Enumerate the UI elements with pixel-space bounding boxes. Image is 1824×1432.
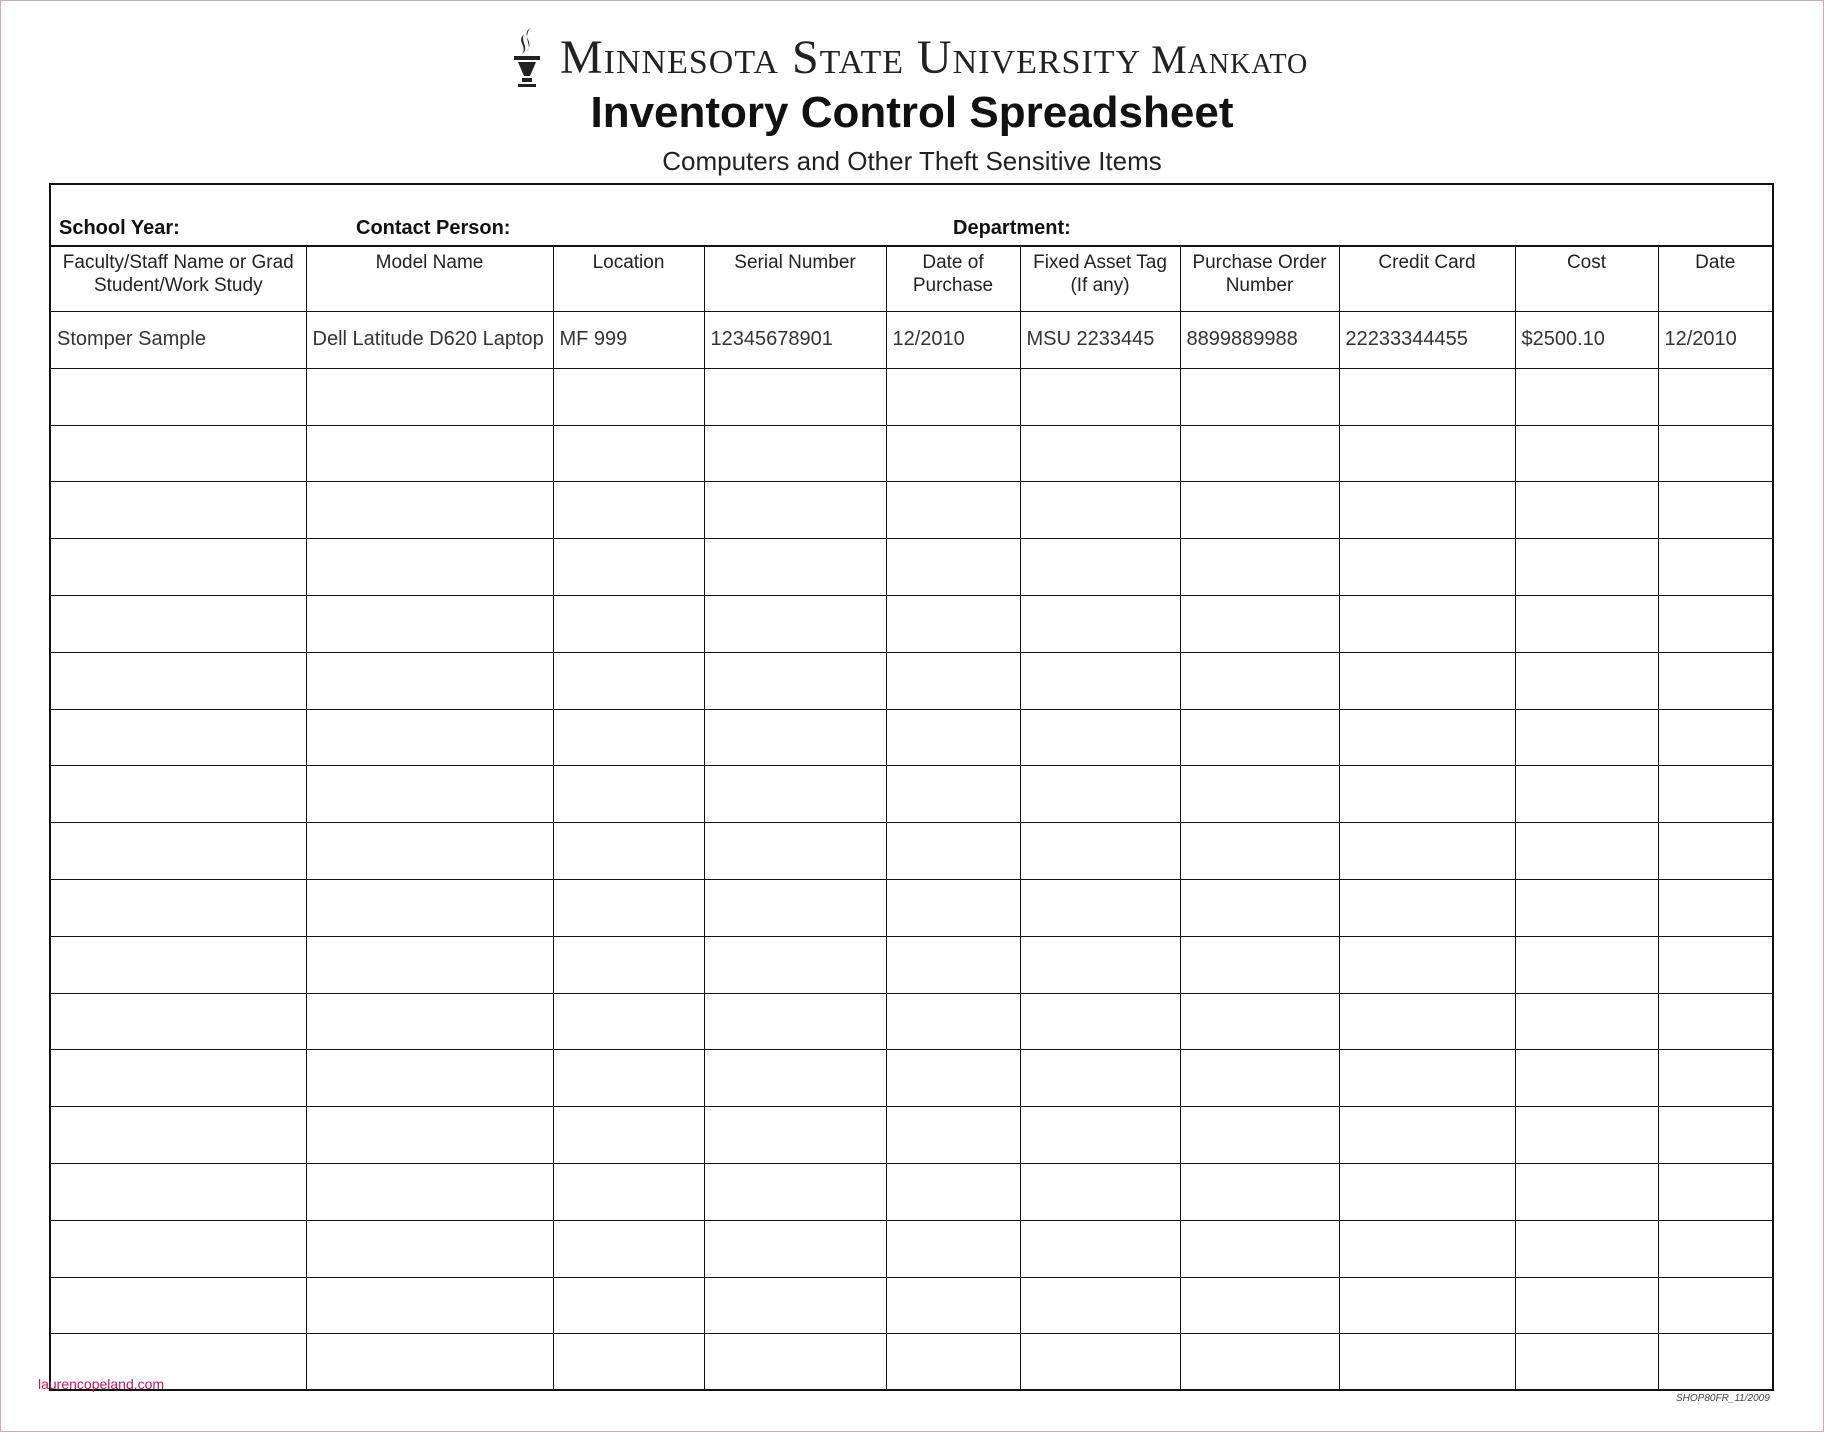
meta-row <box>51 185 1772 247</box>
inventory-sheet <box>49 183 1774 1391</box>
table-cell[interactable] <box>553 879 704 936</box>
table-cell[interactable] <box>553 539 704 596</box>
table-cell[interactable] <box>1339 766 1515 823</box>
table-cell[interactable] <box>1339 1050 1515 1107</box>
table-cell[interactable] <box>1339 1334 1515 1391</box>
table-cell[interactable] <box>553 1334 704 1391</box>
university-logo <box>510 26 1308 88</box>
table-cell[interactable] <box>1180 1163 1339 1220</box>
table-cell[interactable] <box>306 1334 553 1391</box>
table-cell[interactable] <box>306 993 553 1050</box>
table-cell[interactable] <box>1180 425 1339 482</box>
table-cell[interactable] <box>886 936 1020 993</box>
table-row <box>51 1163 1772 1220</box>
table-cell[interactable] <box>1339 539 1515 596</box>
table-cell[interactable] <box>1339 425 1515 482</box>
table-cell[interactable] <box>306 1220 553 1277</box>
table-cell[interactable] <box>1658 1163 1772 1220</box>
table-cell[interactable] <box>553 595 704 652</box>
table-cell[interactable] <box>704 1107 886 1164</box>
table-cell[interactable] <box>704 1220 886 1277</box>
table-cell[interactable]: Stomper Sample <box>51 312 306 369</box>
table-cell[interactable] <box>1515 766 1658 823</box>
table-cell[interactable] <box>1515 1277 1658 1334</box>
contact-person-label: Contact Person: <box>356 217 511 239</box>
table-cell[interactable] <box>1515 1050 1658 1107</box>
table-cell[interactable] <box>704 482 886 539</box>
table-cell[interactable] <box>1339 709 1515 766</box>
table-cell[interactable] <box>1515 539 1658 596</box>
table-cell[interactable] <box>1658 1334 1772 1391</box>
table-cell[interactable] <box>704 425 886 482</box>
table-cell[interactable] <box>1180 936 1339 993</box>
table-cell[interactable] <box>1180 709 1339 766</box>
table-cell[interactable] <box>886 652 1020 709</box>
column-header: Location <box>553 247 704 312</box>
table-cell[interactable] <box>704 1163 886 1220</box>
university-name: Minnesota State University Mankato <box>560 30 1309 84</box>
table-row <box>51 425 1772 482</box>
table-cell[interactable] <box>886 1334 1020 1391</box>
table-cell[interactable] <box>1020 936 1180 993</box>
column-header: Credit Card <box>1339 247 1515 312</box>
table-cell[interactable] <box>886 425 1020 482</box>
table-cell[interactable] <box>51 1107 306 1164</box>
table-cell[interactable] <box>1658 823 1772 880</box>
table-cell[interactable]: 22233344455 <box>1339 312 1515 369</box>
table-cell[interactable] <box>886 766 1020 823</box>
table-cell[interactable] <box>886 1163 1020 1220</box>
table-cell[interactable] <box>553 1163 704 1220</box>
table-cell[interactable] <box>704 1277 886 1334</box>
table-cell[interactable]: 12/2010 <box>886 312 1020 369</box>
table-cell[interactable] <box>886 1277 1020 1334</box>
table-cell[interactable] <box>306 1050 553 1107</box>
table-row <box>51 766 1772 823</box>
table-cell[interactable] <box>306 1163 553 1220</box>
table-cell[interactable] <box>306 823 553 880</box>
page-subtitle: Computers and Other Theft Sensitive Items <box>662 146 1162 176</box>
table-cell[interactable] <box>1658 368 1772 425</box>
table-cell[interactable] <box>306 482 553 539</box>
table-cell[interactable] <box>1658 766 1772 823</box>
column-header: Date <box>1658 247 1772 312</box>
column-header: Date of Purchase <box>886 247 1020 312</box>
table-cell[interactable] <box>1180 879 1339 936</box>
table-cell[interactable] <box>51 709 306 766</box>
table-cell[interactable] <box>51 425 306 482</box>
table-cell[interactable] <box>1658 425 1772 482</box>
table-cell[interactable] <box>1339 1107 1515 1164</box>
torch-icon <box>510 26 544 88</box>
page-title: Inventory Control Spreadsheet <box>590 88 1234 137</box>
table-cell[interactable] <box>1515 425 1658 482</box>
table-cell[interactable] <box>1180 368 1339 425</box>
university-campus: Mankato <box>1151 36 1309 82</box>
department-label: Department: <box>953 217 1071 239</box>
table-cell[interactable] <box>553 823 704 880</box>
table-cell[interactable]: 12/2010 <box>1658 312 1772 369</box>
table-cell[interactable] <box>1020 709 1180 766</box>
table-cell[interactable]: MSU 2233445 <box>1020 312 1180 369</box>
table-row <box>51 652 1772 709</box>
table-cell[interactable] <box>51 1277 306 1334</box>
table-cell[interactable] <box>1020 368 1180 425</box>
table-row <box>51 1277 1772 1334</box>
table-cell[interactable]: MF 999 <box>553 312 704 369</box>
table-cell[interactable] <box>704 993 886 1050</box>
table-cell[interactable] <box>1339 1163 1515 1220</box>
table-cell[interactable] <box>1339 879 1515 936</box>
table-cell[interactable] <box>1339 1277 1515 1334</box>
table-cell[interactable] <box>51 766 306 823</box>
table-header-row <box>51 247 1772 312</box>
table-cell[interactable] <box>1020 823 1180 880</box>
table-cell[interactable]: Dell Latitude D620 Laptop <box>306 312 553 369</box>
table-body <box>51 312 1772 1391</box>
table-cell[interactable] <box>886 993 1020 1050</box>
table-row <box>51 539 1772 596</box>
table-cell[interactable] <box>1515 482 1658 539</box>
table-cell[interactable] <box>704 1334 886 1391</box>
table-cell[interactable] <box>553 709 704 766</box>
table-cell[interactable] <box>1515 936 1658 993</box>
table-cell[interactable] <box>886 368 1020 425</box>
table-cell[interactable] <box>553 1220 704 1277</box>
table-cell[interactable] <box>51 652 306 709</box>
table-cell[interactable] <box>1180 539 1339 596</box>
table-cell[interactable] <box>1180 1277 1339 1334</box>
table-cell[interactable] <box>704 539 886 596</box>
table-cell[interactable] <box>1658 1277 1772 1334</box>
table-row <box>51 482 1772 539</box>
table-row <box>51 823 1772 880</box>
table-cell[interactable] <box>1020 1163 1180 1220</box>
table-cell[interactable] <box>704 766 886 823</box>
table-cell[interactable] <box>51 1050 306 1107</box>
table-cell[interactable] <box>1020 1220 1180 1277</box>
table-cell[interactable] <box>306 1277 553 1334</box>
table-cell[interactable] <box>1515 368 1658 425</box>
table-cell[interactable] <box>1658 482 1772 539</box>
table-cell[interactable] <box>51 1220 306 1277</box>
table-cell[interactable] <box>1658 993 1772 1050</box>
table-cell[interactable] <box>704 936 886 993</box>
table-row <box>51 1050 1772 1107</box>
table-cell[interactable] <box>886 879 1020 936</box>
table-cell[interactable] <box>553 936 704 993</box>
table-cell[interactable] <box>1180 652 1339 709</box>
table-cell[interactable] <box>306 709 553 766</box>
table-cell[interactable] <box>1658 652 1772 709</box>
table-cell[interactable] <box>1180 766 1339 823</box>
table-cell[interactable] <box>51 936 306 993</box>
form-code: SHOP80FR_11/2009 <box>1676 1393 1770 1404</box>
table-row <box>51 1220 1772 1277</box>
table-cell[interactable] <box>1020 993 1180 1050</box>
column-header: Fixed Asset Tag (If any) <box>1020 247 1180 312</box>
table-cell[interactable] <box>306 539 553 596</box>
table-cell[interactable] <box>51 1163 306 1220</box>
table-cell[interactable] <box>1515 879 1658 936</box>
table-cell[interactable] <box>306 595 553 652</box>
table-cell[interactable]: $2500.10 <box>1515 312 1658 369</box>
table-cell[interactable] <box>704 1050 886 1107</box>
table-cell[interactable] <box>553 1050 704 1107</box>
table-cell[interactable] <box>51 595 306 652</box>
table-cell[interactable] <box>1020 482 1180 539</box>
table-cell[interactable] <box>1339 823 1515 880</box>
table-cell[interactable] <box>51 539 306 596</box>
table-cell[interactable] <box>1339 652 1515 709</box>
table-cell[interactable] <box>1658 879 1772 936</box>
table-cell[interactable] <box>886 595 1020 652</box>
table-cell[interactable] <box>553 766 704 823</box>
table-cell[interactable] <box>704 709 886 766</box>
table-cell[interactable] <box>306 425 553 482</box>
table-cell[interactable] <box>306 766 553 823</box>
table-cell[interactable] <box>1020 1277 1180 1334</box>
table-cell[interactable] <box>1515 595 1658 652</box>
column-header: Faculty/Staff Name or Grad Student/Work Study <box>51 247 306 312</box>
table-cell[interactable] <box>886 1220 1020 1277</box>
table-cell[interactable] <box>553 1277 704 1334</box>
table-cell[interactable] <box>51 368 306 425</box>
table-cell[interactable] <box>1180 1107 1339 1164</box>
table-cell[interactable] <box>1515 823 1658 880</box>
table-row <box>51 709 1772 766</box>
watermark: laurencopeland.com <box>38 1376 165 1392</box>
table-cell[interactable] <box>51 823 306 880</box>
table-cell[interactable] <box>704 368 886 425</box>
table-cell[interactable] <box>1339 482 1515 539</box>
column-header: Serial Number <box>704 247 886 312</box>
table-cell[interactable] <box>553 993 704 1050</box>
table-cell[interactable] <box>1180 595 1339 652</box>
table-cell[interactable] <box>1339 595 1515 652</box>
table-cell[interactable] <box>306 879 553 936</box>
table-cell[interactable] <box>886 709 1020 766</box>
table-row <box>51 595 1772 652</box>
table-cell[interactable] <box>1020 766 1180 823</box>
table-cell[interactable] <box>1515 1220 1658 1277</box>
table-cell[interactable] <box>306 936 553 993</box>
table-cell[interactable] <box>1515 709 1658 766</box>
table-cell[interactable] <box>306 1107 553 1164</box>
table-cell[interactable] <box>704 879 886 936</box>
table-cell[interactable] <box>1658 709 1772 766</box>
table-cell[interactable] <box>306 652 553 709</box>
table-cell[interactable] <box>553 652 704 709</box>
table-cell[interactable] <box>704 823 886 880</box>
table-cell[interactable]: 8899889988 <box>1180 312 1339 369</box>
table-cell[interactable] <box>1515 652 1658 709</box>
table-row <box>51 1334 1772 1391</box>
table-cell[interactable] <box>1339 368 1515 425</box>
table-cell[interactable] <box>553 368 704 425</box>
table-cell[interactable] <box>1020 539 1180 596</box>
table-cell[interactable] <box>1339 1220 1515 1277</box>
table-row <box>51 993 1772 1050</box>
document-header <box>0 0 1824 180</box>
table-cell[interactable] <box>51 482 306 539</box>
table-cell[interactable] <box>553 425 704 482</box>
table-cell[interactable] <box>886 539 1020 596</box>
table-cell[interactable] <box>1658 1050 1772 1107</box>
table-cell[interactable] <box>1339 993 1515 1050</box>
table-cell[interactable] <box>1658 539 1772 596</box>
table-cell[interactable] <box>1020 879 1180 936</box>
table-cell[interactable]: 12345678901 <box>704 312 886 369</box>
table-cell[interactable] <box>704 595 886 652</box>
table-cell[interactable] <box>886 482 1020 539</box>
table-cell[interactable] <box>886 1107 1020 1164</box>
table-cell[interactable] <box>1658 936 1772 993</box>
table-row <box>51 879 1772 936</box>
table-cell[interactable] <box>886 1050 1020 1107</box>
table-cell[interactable] <box>1339 936 1515 993</box>
table-cell[interactable] <box>1658 1107 1772 1164</box>
table-cell[interactable] <box>553 482 704 539</box>
table-cell[interactable] <box>1180 823 1339 880</box>
table-cell[interactable] <box>1515 1334 1658 1391</box>
table-row <box>51 368 1772 425</box>
column-header: Model Name <box>306 247 553 312</box>
table-row <box>51 1107 1772 1164</box>
table-cell[interactable] <box>1020 652 1180 709</box>
inventory-table <box>51 247 1772 1391</box>
table-cell[interactable] <box>1180 482 1339 539</box>
table-cell[interactable] <box>1658 1220 1772 1277</box>
column-header: Cost <box>1515 247 1658 312</box>
sample-row <box>51 312 1772 369</box>
table-cell[interactable] <box>1180 993 1339 1050</box>
column-header: Purchase Order Number <box>1180 247 1339 312</box>
table-cell[interactable] <box>886 823 1020 880</box>
table-cell[interactable] <box>704 652 886 709</box>
table-cell[interactable] <box>1180 1220 1339 1277</box>
table-cell[interactable] <box>306 368 553 425</box>
table-cell[interactable] <box>51 879 306 936</box>
table-cell[interactable] <box>1515 1163 1658 1220</box>
table-cell[interactable] <box>1180 1050 1339 1107</box>
table-cell[interactable] <box>1020 1050 1180 1107</box>
table-cell[interactable] <box>1180 1334 1339 1391</box>
table-cell[interactable] <box>51 993 306 1050</box>
school-year-label: School Year: <box>59 217 180 239</box>
table-cell[interactable] <box>1020 1334 1180 1391</box>
table-cell[interactable] <box>1515 993 1658 1050</box>
table-cell[interactable] <box>1658 595 1772 652</box>
table-cell[interactable] <box>1515 1107 1658 1164</box>
table-cell[interactable] <box>1020 595 1180 652</box>
table-cell[interactable] <box>553 1107 704 1164</box>
table-cell[interactable] <box>1020 425 1180 482</box>
table-cell[interactable] <box>1020 1107 1180 1164</box>
table-row <box>51 936 1772 993</box>
